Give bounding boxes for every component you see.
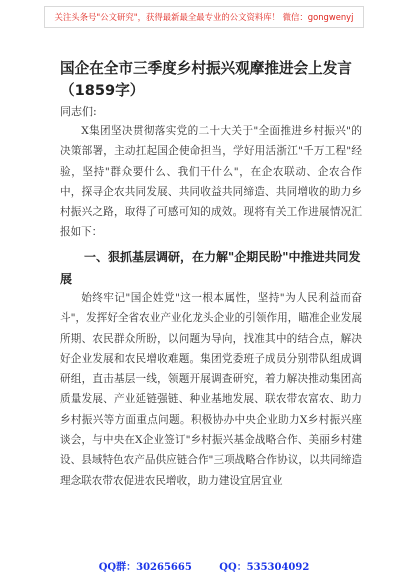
footer-contact <box>0 558 408 573</box>
banner-text: 关注头条号"公文研究"，获得最新最全最专业的公文资料库！ 微信：gongwenyj <box>44 6 365 28</box>
top-banner <box>0 0 408 34</box>
document-title: 国企在全市三季度乡村振兴观摩推进会上发言（1859字） <box>60 60 352 99</box>
paragraph-section-1: 始终牢记"国企姓党"这一根本属性，坚持"为人民利益而奋斗"，发挥好全省农业产业化龙头企业的引领作用，瞄准企业发展所期、农民群众所盼，以问题为导向，找准其中的结合点，解决好企业发展和农民增收难题。集团党委班子成员分别带队组成调研组，直击基层一线，领题开展调查研究，着力解决推动集团高质量发展、产业延链强链、种业基地发展、联农带农富农、助力乡村振兴等方面重点问题。积极协办中央企业助力X乡村振兴座谈会，与中央在X企业签订"乡村振兴基金战略合作、美丽乡村建设、县域特色农产品供应链合作"三项战略合作协议，以共同缔造理念联农带农促进农民增收，助力建设宜居宜业 <box>60 292 362 487</box>
qq-link[interactable]: QQ：535304092 <box>219 562 310 573</box>
salutation: 同志们: <box>60 105 97 118</box>
section-heading-1: 一、狠抓基层调研，在力解"企期民盼"中推进共同发展 <box>60 250 361 286</box>
paragraph-intro: X集团坚决贯彻落实党的二十大关于"全面推进乡村振兴"的决策部署，主动扛起国企使命担当，学好用活浙江"千万工程"经验，坚持"群众要什么、我们干什么"，在企农联动、企农合作中，探寻企农共同发展、共同收益共同缔造、共同增收的助力乡村振兴之路，取得了可感可知的成效。现将有关工作进展情况汇报如下： <box>60 125 362 239</box>
qq-group-link[interactable]: QQ群：30265665 <box>98 562 192 573</box>
